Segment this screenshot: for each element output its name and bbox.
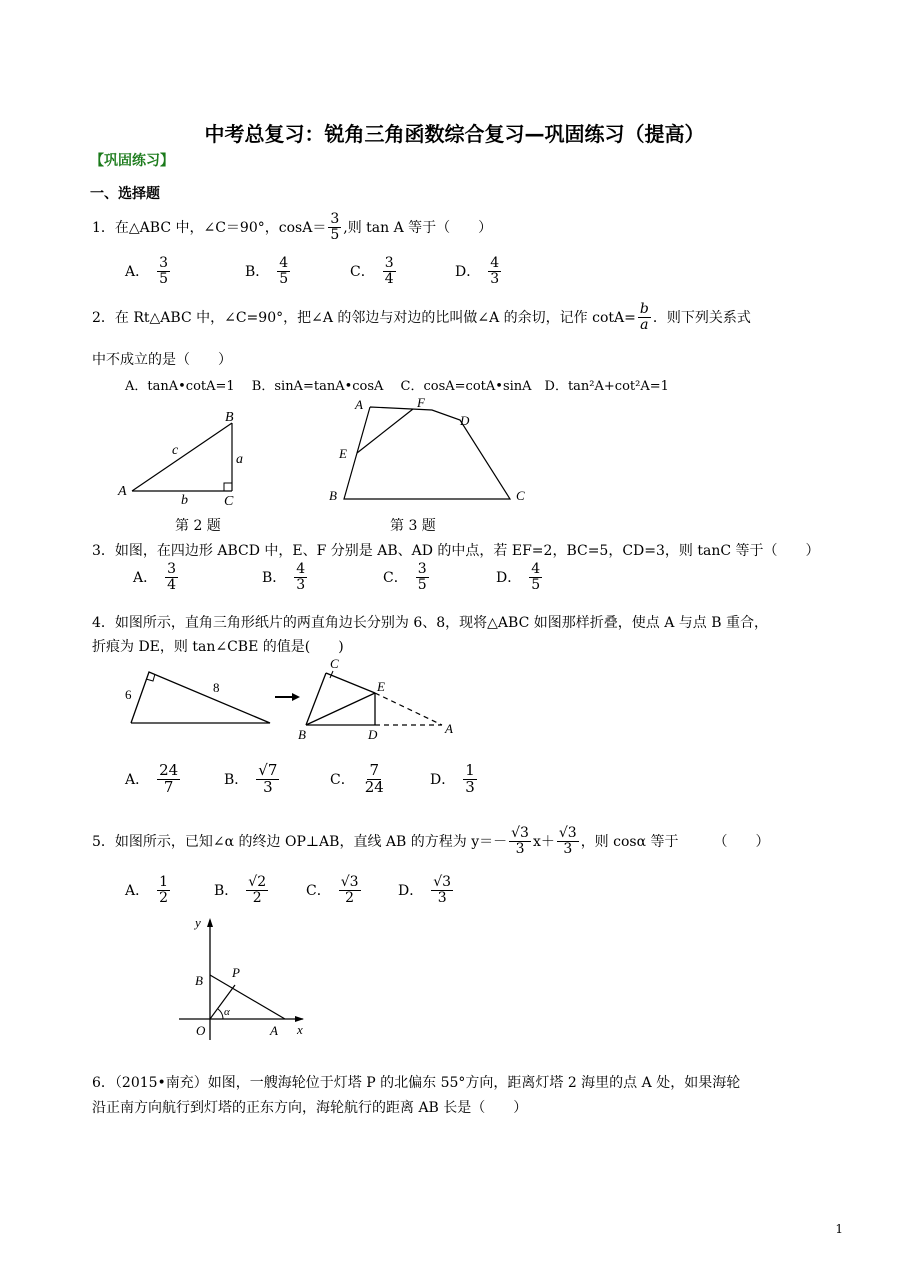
label-P: P	[232, 965, 240, 980]
question-2-stem: 2．在 Rt△ABC 中，∠C=90°，把∠A 的邻边与对边的比叫做∠A 的余切，记作 cotA= $\frac{b}{a}$ ．则下列关系式	[92, 301, 751, 333]
label-8: 8	[213, 680, 220, 695]
figure-q4-folding	[120, 655, 465, 745]
question-2-stem-cont: 中不成立的是（ ）	[92, 352, 232, 368]
figure-q5-axes	[175, 915, 315, 1045]
question-1-stem: 1．在△ABC 中，∠C＝90°，cosA＝ $\frac{3}{5}$ ,则 tan A 等于（ ）	[92, 211, 493, 243]
figure-q2-triangle	[115, 405, 255, 505]
q3-option-a[interactable]: A． $\frac{3}{4}$	[133, 561, 177, 593]
q1-option-d[interactable]: D． $\frac{4}{3}$	[455, 255, 500, 287]
question-5-stem: 5．如图所示，已知∠α 的终边 OP⊥AB，直线 AB 的方程为 y＝－ $\frac{√3}{3}$ x＋ $\frac{√3}{3}$ ，则 cosα 等于 （ ）	[92, 825, 770, 857]
label-C: C	[330, 656, 339, 671]
label-b: b	[181, 493, 188, 505]
part-heading: 一、选择题	[90, 186, 160, 202]
q2-options[interactable]: A．tanA•cotA=1 B．sinA=tanA•cosA C．cosA=cotA•sinA D．tan²A+cot²A=1	[125, 379, 669, 394]
label-C: C	[224, 494, 234, 505]
q3-option-d[interactable]: D． $\frac{4}{5}$	[496, 561, 541, 593]
question-4-stem-cont: 折痕为 DE，则 tan∠CBE 的值是( )	[92, 639, 344, 655]
label-D: D	[368, 727, 378, 742]
label-O: O	[196, 1023, 206, 1038]
q1-option-b[interactable]: B． $\frac{4}{5}$	[245, 255, 289, 287]
question-6-stem: 6．（2015•南充）如图，一艘海轮位于灯塔 P 的北偏东 55°方向，距离灯塔 2 海里的点 A 处，如果海轮	[92, 1075, 741, 1091]
q4-option-b[interactable]: B． $\frac{√7}{3}$	[224, 761, 278, 796]
label-c: c	[172, 443, 179, 458]
q4-option-d[interactable]: D． $\frac{1}{3}$	[430, 761, 475, 796]
q5-option-c[interactable]: C． $\frac{√3}{2}$	[306, 874, 359, 906]
label-F: F	[417, 395, 425, 410]
q3-option-c[interactable]: C． $\frac{3}{5}$	[383, 561, 427, 593]
label-A: A	[355, 397, 363, 412]
label-B: B	[329, 488, 337, 503]
label-6: 6	[125, 687, 132, 702]
label-x: x	[297, 1022, 303, 1037]
label-y: y	[195, 915, 201, 930]
label-A: A	[445, 721, 453, 736]
label-D: D	[460, 413, 470, 428]
label-A: A	[118, 484, 127, 499]
label-alpha: α	[224, 1006, 230, 1018]
label-B: B	[195, 973, 203, 988]
page-number: 1	[835, 1222, 843, 1236]
label-C: C	[516, 488, 525, 503]
figure-2-caption: 第 2 题	[175, 518, 221, 534]
q5-option-d[interactable]: D． $\frac{√3}{3}$	[398, 874, 452, 906]
label-A: A	[270, 1023, 278, 1038]
section-heading: 【巩固练习】	[90, 153, 174, 169]
q5-option-b[interactable]: B． $\frac{√2}{2}$	[214, 874, 267, 906]
page-title: 中考总复习：锐角三角函数综合复习—巩固练习（提高）	[204, 122, 705, 146]
question-3-stem: 3．如图，在四边形 ABCD 中，E、F 分别是 AB、AD 的中点，若 EF=2，BC=5，CD=3，则 tanC 等于（ ）	[92, 543, 820, 559]
q5-option-a[interactable]: A． $\frac{1}{2}$	[125, 874, 169, 906]
label-E: E	[339, 446, 347, 461]
label-B: B	[298, 727, 306, 742]
question-6-stem-cont: 沿正南方向航行到灯塔的正东方向，海轮航行的距离 AB 长是（ ）	[92, 1100, 528, 1116]
figure-3-caption: 第 3 题	[390, 518, 436, 534]
label-E: E	[377, 679, 385, 694]
figure-q3-quadrilateral	[325, 395, 535, 505]
label-B: B	[225, 410, 234, 425]
q1-option-a[interactable]: A． $\frac{3}{5}$	[125, 255, 169, 287]
q4-option-c[interactable]: C． $\frac{7}{24}$	[330, 761, 384, 796]
question-4-stem: 4．如图所示，直角三角形纸片的两直角边长分别为 6、8，现将△ABC 如图那样折叠，使点 A 与点 B 重合，	[92, 615, 768, 631]
label-a: a	[236, 452, 243, 467]
q3-option-b[interactable]: B． $\frac{4}{3}$	[262, 561, 306, 593]
q4-option-a[interactable]: A． $\frac{24}{7}$	[125, 761, 179, 796]
q1-option-c[interactable]: C． $\frac{3}{4}$	[350, 255, 394, 287]
